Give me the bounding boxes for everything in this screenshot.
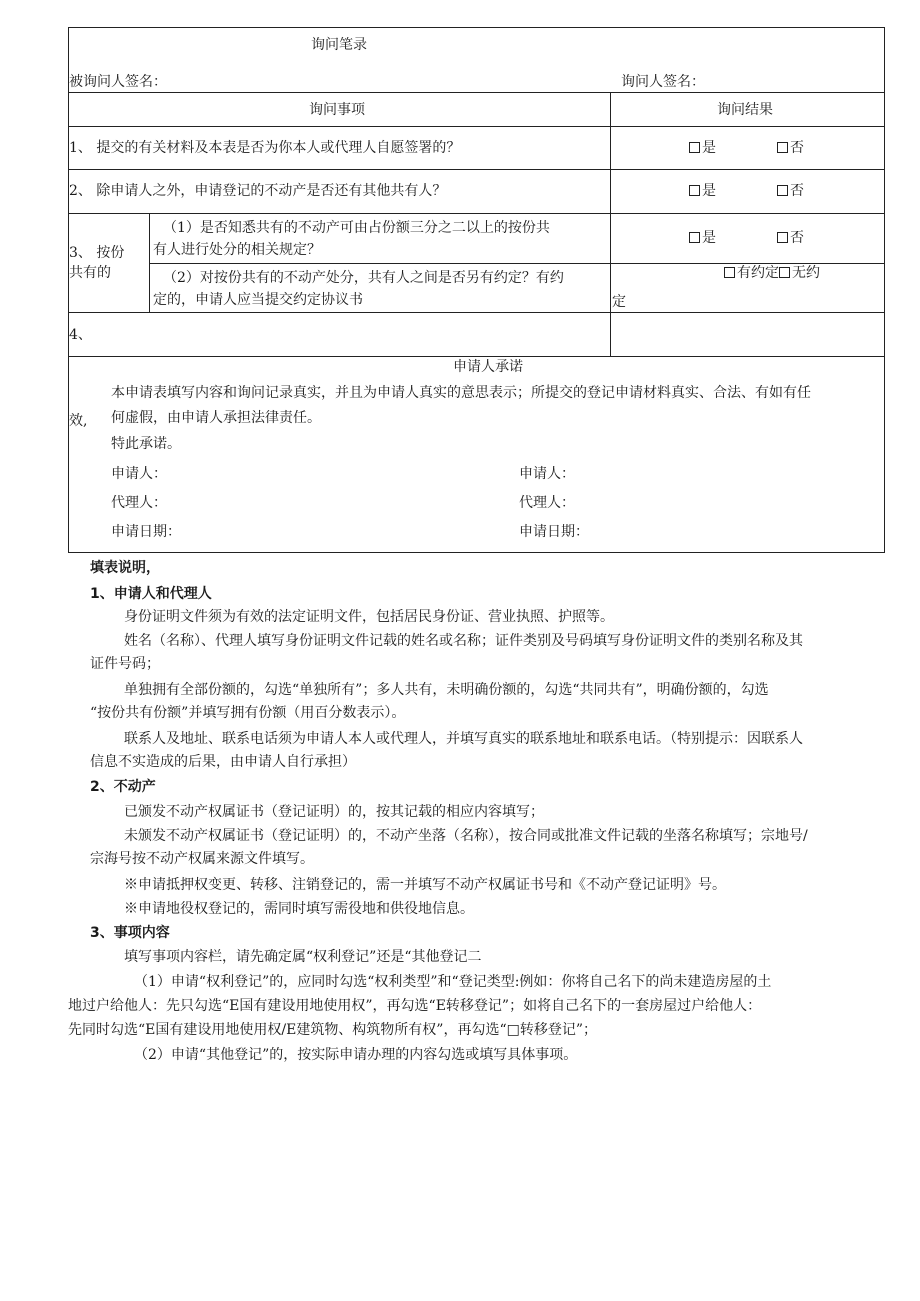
inquirer-signature-label: 询问人签名： (621, 74, 705, 90)
section-3-para-2-cont2: 先同时勾选“E国有建设用地使用权/E建筑物、构筑物所有权”，再勾选“□转移登记”； (68, 1022, 598, 1038)
applicant-label-right: 申请人： (519, 466, 575, 482)
question-3a: （1）是否知悉共有的不动产可由占份额三分之二以上的按份共 (163, 220, 550, 236)
yes-label: 是 (702, 140, 716, 156)
commitment-text-cont: 何虚假，由申请人承担法律责任。 (111, 410, 321, 426)
inquiry-form-table (68, 27, 885, 553)
form-title: 询问笔录 (311, 37, 367, 53)
section-3-para-2: （1）申请“权利登记”的，应同时勾选“权利类型”和“登记类型:例如：你将自己名下的尚未建造房屋的土 (134, 974, 772, 990)
no-label: 否 (790, 183, 804, 199)
section-3-para-3: （2）申请“其他登记”的，按实际申请办理的内容勾选或填写具体事项。 (134, 1047, 578, 1063)
commitment-closing: 特此承诺。 (111, 436, 181, 452)
section-3-para-2-cont: 地过户给他人：先只勾选“E国有建设用地使用权”，再勾选“E转移登记”；如将自己名下的一套房屋过户给他人： (68, 998, 762, 1014)
checkbox-icon[interactable] (779, 267, 790, 278)
date-label-right: 申请日期： (519, 524, 589, 540)
q2-yes-option[interactable] (689, 182, 716, 200)
agent-label-left: 代理人： (111, 495, 167, 511)
question-2: 2、 除申请人之外，申请登记的不动产是否还有其他共有人？ (69, 183, 447, 199)
section-1-para-2-cont: 证件号码； (90, 656, 160, 672)
row-divider (69, 169, 884, 170)
date-label-left: 申请日期： (111, 524, 181, 540)
checkbox-icon[interactable] (777, 232, 788, 243)
commitment-title: 申请人承诺 (453, 359, 523, 375)
section-1-para-4-cont: 信息不实造成的后果，由申请人自行承担） (90, 754, 356, 770)
q2-no-option[interactable] (777, 182, 804, 200)
applicant-label-left: 申请人： (111, 466, 167, 482)
yes-label: 是 (702, 230, 716, 246)
checkbox-icon[interactable] (777, 185, 788, 196)
row-divider (69, 312, 884, 313)
section-2-title: 2、不动产 (90, 779, 156, 795)
question-3a-cont: 有人进行处分的相关规定？ (153, 242, 321, 258)
commitment-text-prefix: 效, (69, 413, 88, 429)
question-3b: （2）对按份共有的不动产处分，共有人之间是否另有约定？有约 (163, 270, 564, 286)
question-4: 4、 (69, 327, 92, 343)
section-1-para-3-cont: “按份共有份额”并填写拥有份额（用百分数表示）。 (90, 705, 406, 721)
column-divider (149, 213, 150, 312)
row-divider (69, 356, 884, 357)
section-2-para-1: 已颁发不动产权属证书（登记证明）的，按其记载的相应内容填写； (124, 804, 544, 820)
respondent-signature-label: 被询问人签名： (69, 74, 167, 90)
column-divider (610, 92, 611, 356)
section-2-para-2-cont: 宗海号按不动产权属来源文件填写。 (90, 851, 314, 867)
no-agreement-label: 无约 (792, 265, 820, 281)
section-2-para-3: ※申请抵押权变更、转移、注销登记的，需一并填写不动产权属证书号和《不动产登记证明》号。 (124, 877, 726, 893)
commitment-text: 本申请表填写内容和询问记录真实，并且为申请人真实的意思表示；所提交的登记申请材料真实、合法、有如有任 (111, 385, 811, 401)
section-3-title: 3、事项内容 (90, 925, 170, 941)
checkbox-icon[interactable] (777, 142, 788, 153)
row-divider (69, 92, 884, 93)
section-1-title: 1、申请人和代理人 (90, 586, 212, 602)
agent-label-right: 代理人： (519, 495, 575, 511)
checkbox-icon[interactable] (689, 142, 700, 153)
checkbox-icon[interactable] (724, 267, 735, 278)
section-1-para-1: 身份证明文件须为有效的法定证明文件，包括居民身份证、营业执照、护照等。 (124, 609, 614, 625)
question-3b-cont: 定的，申请人应当提交约定协议书 (153, 292, 363, 308)
yes-label: 是 (702, 183, 716, 199)
checkbox-icon[interactable] (689, 232, 700, 243)
column-header-item: 询问事项 (309, 102, 365, 118)
q3a-no-option[interactable] (777, 229, 804, 247)
has-agreement-label: 有约定 (737, 265, 779, 281)
section-2-para-4: ※申请地役权登记的，需同时填写需役地和供役地信息。 (124, 901, 474, 917)
question-1: 1、 提交的有关材料及本表是否为你本人或代理人自愿签署的？ (69, 140, 461, 156)
row-divider (69, 213, 884, 214)
q3b-agreement-option[interactable] (724, 264, 820, 282)
checkbox-icon[interactable] (689, 185, 700, 196)
section-1-para-4: 联系人及地址、联系电话须为申请人本人或代理人，并填写真实的联系地址和联系电话。（特别提示：因联系人 (124, 731, 803, 747)
section-1-para-2: 姓名（名称）、代理人填写身份证明文件记载的姓名或名称；证件类别及号码填写身份证明文件的类别名称及其 (124, 633, 803, 649)
no-label: 否 (790, 140, 804, 156)
row-divider (69, 126, 884, 127)
column-header-result: 询问结果 (717, 102, 773, 118)
section-2-para-2: 未颁发不动产权属证书（登记证明）的，不动产坐落（名称），按合同或批准文件记载的坐落名称填写；宗地号/ (124, 828, 808, 844)
question-3-label-cont: 共有的 (69, 265, 111, 281)
section-3-para-1: 填写事项内容栏，请先确定属“权利登记”还是“其他登记二 (124, 949, 482, 965)
no-agreement-label-cont: 定 (612, 294, 626, 310)
question-3-label: 3、 按份 (69, 245, 125, 261)
instructions-title: 填表说明， (90, 560, 160, 576)
q3a-yes-option[interactable] (689, 229, 716, 247)
no-label: 否 (790, 230, 804, 246)
q1-no-option[interactable] (777, 139, 804, 157)
section-1-para-3: 单独拥有全部份额的，勾选“单独所有”；多人共有，未明确份额的，勾选“共同共有”，明确份额的，勾选 (124, 682, 769, 698)
q1-yes-option[interactable] (689, 139, 716, 157)
